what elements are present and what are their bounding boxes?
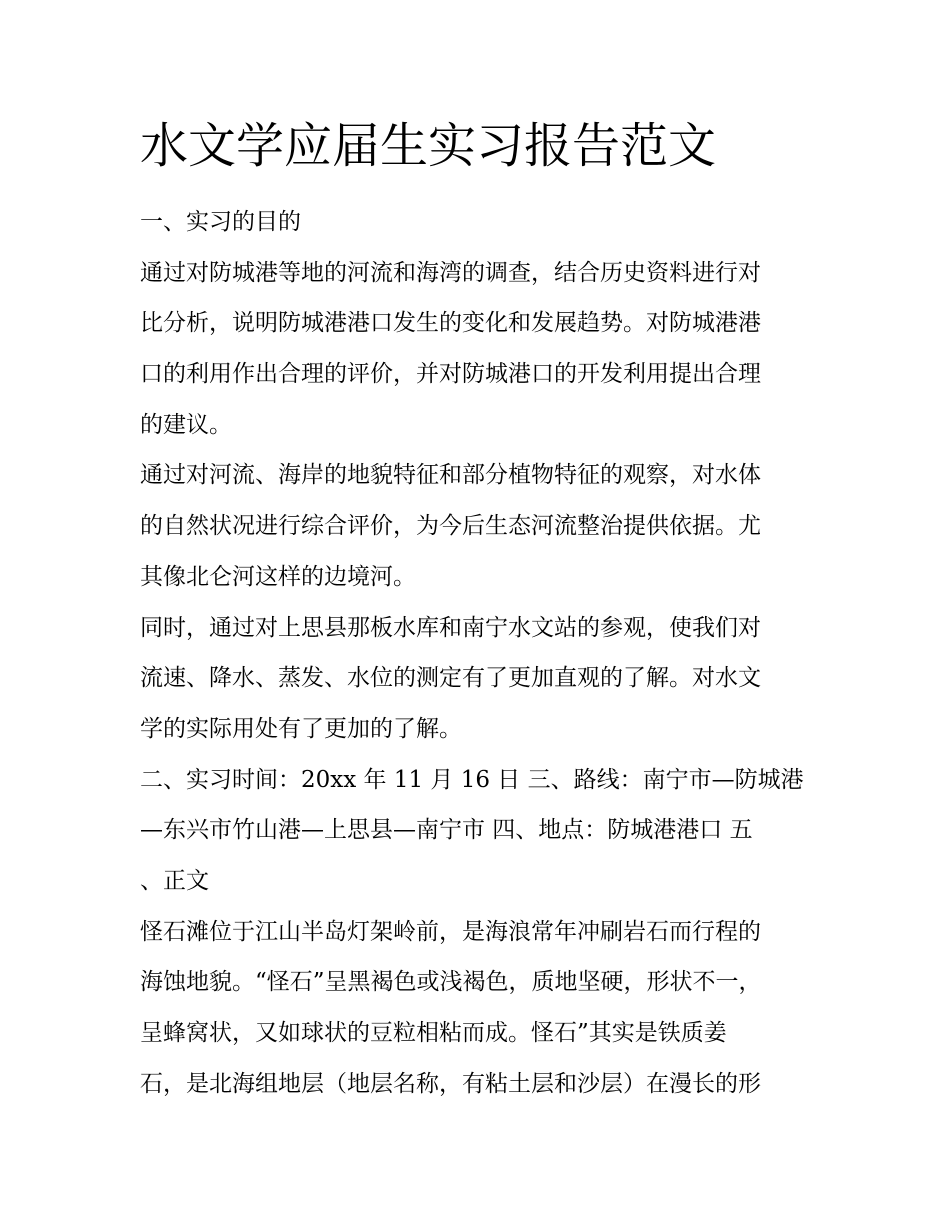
- body-line: 同时，通过对上思县那板水库和南宁水文站的参观，使我们对: [140, 614, 761, 641]
- body-line: 比分析，说明防城港港口发生的变化和发展趋势。对防城港港: [140, 310, 761, 337]
- body-line: 呈蜂窝状，又如球状的豆粒相粘而成。怪石”其实是铁质姜: [140, 1020, 727, 1046]
- body-line: 流速、降水、蒸发、水位的测定有了更加直观的了解。对水文: [140, 665, 761, 692]
- body-line: 的建议。: [140, 411, 232, 438]
- body-line: 学的实际用处有了更加的了解。: [140, 715, 462, 742]
- body-line: 通过对防城港等地的河流和海湾的调查，结合历史资料进行对: [140, 259, 761, 286]
- body-line: —东兴市竹山港—上思县—南宁市 四、地点：防城港港口 五: [140, 817, 753, 844]
- section-heading-schedule: 二、实习时间：20xx 年 11 月 16 日 三、路线：南宁市—防城港: [140, 766, 804, 793]
- body-line: 石，是北海组地层（地层名称，有粘土层和沙层）在漫长的形: [140, 1070, 761, 1097]
- body-line: 怪石滩位于江山半岛灯架岭前，是海浪常年冲刷岩石而行程的: [140, 918, 761, 945]
- document-title: 水文学应届生实习报告范文: [140, 118, 717, 174]
- section-heading-main-text: 、正文: [140, 867, 209, 894]
- section-heading-purpose: 一、实习的目的: [140, 209, 301, 235]
- body-line: 通过对河流、海岸的地貌特征和部分植物特征的观察，对水体: [140, 462, 761, 489]
- body-line: 的自然状况进行综合评价，为今后生态河流整治提供依据。尤: [140, 513, 761, 540]
- body-line: 海蚀地貌。“怪石”呈黑褐色或浅褐色，质地坚硬，形状不一，: [140, 969, 762, 996]
- body-line: 口的利用作出合理的评价，并对防城港口的开发利用提出合理: [140, 361, 761, 388]
- document-body: [140, 202, 815, 1114]
- body-line: 其像北仑河这样的边境河。: [140, 563, 416, 590]
